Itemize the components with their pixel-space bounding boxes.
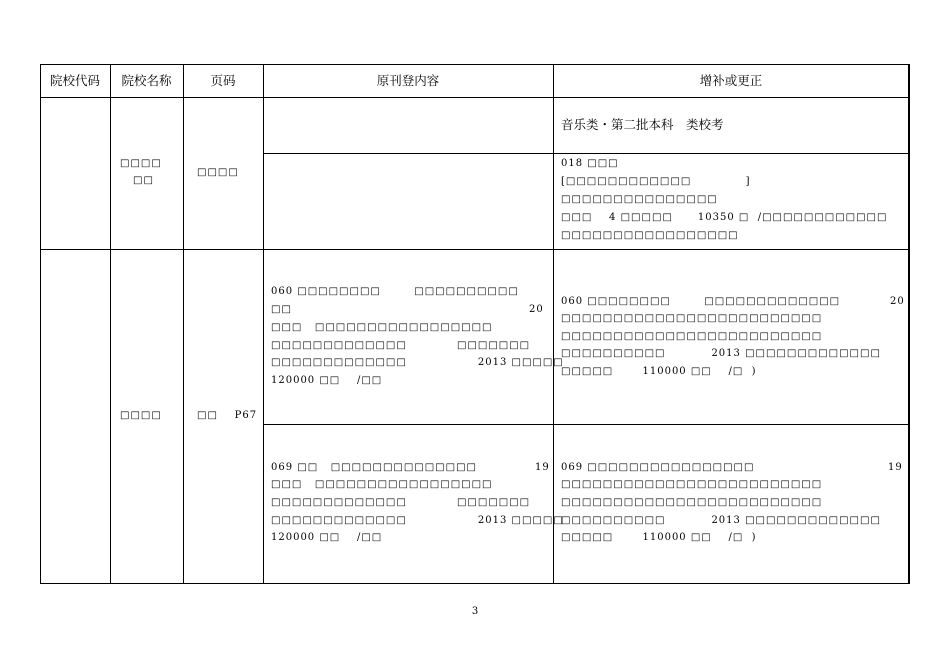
text-line: □□ [271, 304, 292, 315]
text-line: □□□□□ 110000 □□ /□ ) [561, 366, 757, 377]
row1-correction-a: 音乐类・第二批本科 类校考 [561, 117, 724, 132]
text-line: 060 □□□□□□□□ □□□□□□□□□□ [271, 286, 519, 297]
row1-school-name-1: □□□□ [120, 158, 162, 169]
col-divider-1 [110, 64, 111, 584]
entry-number: 19 [888, 462, 903, 473]
text-line: □□□□□□□□□□□□□□□□□□□□□□□□□ [561, 479, 823, 490]
entry-number: 19 [535, 462, 550, 473]
text-line: 018 □□□ [561, 158, 619, 169]
header-original-content: 原刊登内容 [376, 73, 440, 88]
table-border-right [908, 64, 910, 584]
text-line: □□□□□□□□□□ 2013 □□□□□□□□□□□□□ [561, 348, 881, 359]
text-line: □□□□□□□□□□□□□□□ [561, 194, 718, 205]
text-line: □□□□□□□□□□□□□□□□□□□□□□□□□ [561, 331, 823, 342]
table-border-left [40, 64, 41, 584]
text-line: □□□□□□□□□□□□□ 2013 □□□□□ [271, 357, 564, 368]
text-line: [□□□□□□□□□□□□ ] [561, 176, 751, 187]
header-correction: 增补或更正 [699, 73, 763, 88]
row1-inner-divider [263, 153, 910, 154]
text-line: □□□□□□□□□□□□□□□□□□□□□□□□□ [561, 313, 823, 324]
header-divider [40, 97, 910, 98]
text-line: □□□□□□□□□□□□□□□□□□□□□□□□□ [561, 497, 823, 508]
row-divider [40, 249, 910, 250]
text-line: □□□□□□□□□□□□□ □□□□□□□ [271, 497, 531, 508]
col-divider-4 [553, 64, 554, 584]
text-line: □□□□□□□□□□□□□ 2013 □□□□□ [271, 515, 564, 526]
table-border-bottom [40, 583, 910, 584]
entry-number: 20 [890, 296, 905, 307]
text-line: 120000 □□ /□□ [271, 532, 383, 543]
text-line: □□□□□ 110000 □□ /□ ) [561, 532, 757, 543]
text-line: 120000 □□ /□□ [271, 375, 383, 386]
col-divider-3 [263, 64, 264, 584]
header-school-name: 院校名称 [121, 73, 172, 88]
text-line: □□□ □□□□□□□□□□□□□□□□□ [271, 479, 493, 490]
row2-inner-divider [263, 424, 910, 425]
text-line: □□□□□□□□□□□□□□□□□ [561, 230, 739, 241]
text-line: 069 □□ □□□□□□□□□□□□□□ [271, 462, 477, 473]
row2-page: □□ P67 [197, 410, 258, 421]
col-divider-2 [183, 64, 184, 584]
table-border-top [40, 64, 910, 65]
header-page: 页码 [210, 73, 236, 88]
text-line: □□□ 4 □□□□□ 10350 □ /□□□□□□□□□□□□ [561, 212, 888, 223]
text-line: 060 □□□□□□□□ □□□□□□□□□□□□□ [561, 296, 841, 307]
text-line: □□□□□□□□□□ 2013 □□□□□□□□□□□□□ [561, 515, 881, 526]
text-line: □□□ □□□□□□□□□□□□□□□□□ [271, 322, 493, 333]
text-line: □□□□□□□□□□□□□ □□□□□□□ [271, 340, 531, 351]
row1-page: □□□□ [197, 167, 239, 178]
text-line: 069 □□□□□□□□□□□□□□□□ [561, 462, 755, 473]
row2-school-name: □□□□ [120, 410, 162, 421]
row1-school-name-2: □□ [133, 175, 154, 186]
header-school-code: 院校代码 [49, 73, 100, 88]
page-number: 3 [471, 606, 479, 617]
entry-number: 20 [529, 304, 544, 315]
